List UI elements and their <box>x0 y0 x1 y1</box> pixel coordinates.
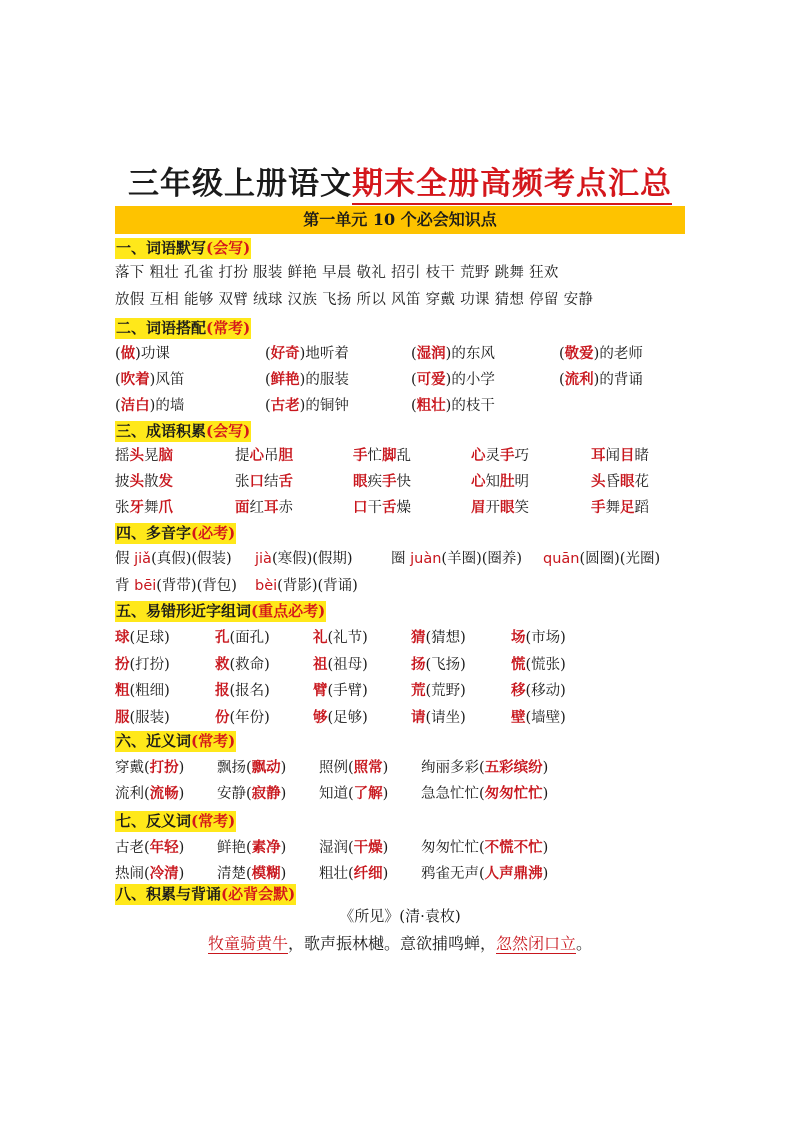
s3-char: 蹈 <box>634 500 649 516</box>
s3-char: 花 <box>634 474 649 490</box>
s5-item <box>511 654 566 676</box>
s2-item-word: 粗壮 <box>416 397 446 414</box>
s7-word: 热闹 <box>115 866 144 882</box>
s3-char: 眉 <box>471 499 486 516</box>
s3-char: 知 <box>485 474 500 490</box>
s6-pair: 急急忙忙(匆匆忙忙) <box>421 785 549 802</box>
s2-item-word: 好奇 <box>270 345 300 362</box>
s5-char: 够 <box>313 708 328 726</box>
s5-word: (慌张) <box>525 656 566 673</box>
poem-line: 牧童骑黄牛，歌声振林樾。意欲捕鸣蝉，忽然闭口立。 <box>207 934 593 953</box>
s2-item: (好奇)地听着 <box>265 345 349 362</box>
s5-char: 扬 <box>411 655 426 673</box>
s5-item <box>215 707 270 729</box>
s7-match: 不慌不忙 <box>484 839 543 856</box>
s6-match: 流畅 <box>149 785 179 802</box>
s6-word: 流利 <box>115 786 144 802</box>
section-1-heading: 一、词语默写(会写) <box>116 239 251 257</box>
s2-item: (粗壮)的枝干 <box>411 397 495 414</box>
s3-char: 眼 <box>500 499 515 516</box>
s5-char: 移 <box>511 682 526 699</box>
s2-item: (湿润)的东风 <box>411 345 495 362</box>
s2-item-rest: 功课 <box>140 346 170 362</box>
s3-idiom <box>235 497 293 519</box>
s3-char: 头 <box>591 473 606 490</box>
s5-item <box>511 627 566 649</box>
s2-item-word: 敬爱 <box>564 345 594 362</box>
s3-idiom <box>471 445 529 467</box>
s3-char: 胆 <box>278 447 293 464</box>
s3-char: 巧 <box>514 448 529 464</box>
s3-char: 闻 <box>605 448 620 464</box>
s2-item-word: 吹着 <box>120 371 150 388</box>
s5-item <box>313 707 368 729</box>
s5-word: (祖母) <box>327 656 368 673</box>
s2-item-word: 古老 <box>270 397 300 414</box>
s3-idiom <box>353 445 411 467</box>
poem-title: 《所见》(清·袁枚) <box>339 907 461 925</box>
s3-char: 明 <box>514 474 529 490</box>
s6-pair: 流利(流畅) <box>115 785 185 802</box>
section-3-heading: 三、成语积累(会写) <box>116 422 251 440</box>
s2-item-word: 鲜艳 <box>270 371 300 388</box>
s3-idiom <box>471 471 529 493</box>
s2-item-rest: 的背诵 <box>599 372 643 388</box>
s6-pair: 安静(寂静) <box>217 785 287 802</box>
s6-match: 打扮 <box>149 759 179 776</box>
s7-pair: 古老(年轻) <box>115 839 185 856</box>
s3-idiom <box>591 445 649 467</box>
s3-char: 耳 <box>264 499 279 516</box>
s2-item-word: 湿润 <box>416 345 446 362</box>
s2-item: (古老)的铜钟 <box>265 397 349 414</box>
s5-word: (救命) <box>229 656 270 673</box>
s2-item-word: 做 <box>120 345 136 362</box>
s7-word: 清楚 <box>217 866 246 882</box>
s5-word: (面孔) <box>229 630 270 646</box>
s2-item: (鲜艳)的服装 <box>265 371 349 388</box>
s3-char: 晃 <box>144 448 159 464</box>
s5-char: 场 <box>511 629 526 646</box>
s5-word: (粗细) <box>129 683 170 699</box>
s3-char: 提 <box>235 448 250 464</box>
s7-word: 粗壮 <box>319 866 348 882</box>
s5-char: 荒 <box>411 682 426 699</box>
s3-char: 疾 <box>367 474 382 490</box>
s3-char: 手 <box>382 473 397 490</box>
s3-char: 眼 <box>620 473 635 490</box>
s4-jia: 假 jiǎ(真假)(假装) <box>115 551 232 567</box>
s5-item <box>313 654 368 676</box>
s3-idiom <box>591 497 649 519</box>
s4-bei: 背 bēi(背带)(背包) <box>115 578 237 594</box>
poem-highlight-2: 忽然闭口立 <box>496 934 577 953</box>
s2-item-rest: 的老师 <box>599 346 643 362</box>
s5-char: 慌 <box>511 655 526 673</box>
s7-word: 湿润 <box>319 840 348 856</box>
s3-char: 乱 <box>396 448 411 464</box>
s6-pair: 飘扬(飘动) <box>217 759 287 776</box>
s5-item <box>215 680 270 702</box>
s4-quan-2: quān(圆圈)(光圈) <box>543 551 661 567</box>
s3-char: 目 <box>620 447 635 464</box>
s3-char: 发 <box>158 473 173 490</box>
s2-item: (流利)的背诵 <box>559 371 643 388</box>
s5-char: 壁 <box>511 708 526 726</box>
s1-line1: 落下 粗壮 孔雀 打扮 服装 鲜艳 早晨 敬礼 招引 枝干 荒野 跳舞 狂欢 <box>115 265 559 281</box>
s5-item <box>215 627 270 649</box>
s5-item <box>115 680 170 702</box>
s5-word: (荒野) <box>425 683 466 699</box>
s6-match: 寂静 <box>251 785 281 802</box>
s5-char: 粗 <box>115 682 130 699</box>
s3-char: 笑 <box>514 500 529 516</box>
s5-item <box>411 680 466 702</box>
s5-char: 猜 <box>411 629 426 646</box>
s5-item <box>411 654 466 676</box>
section-6-heading: 六、近义词(常考) <box>116 732 236 750</box>
s3-char: 牙 <box>129 499 144 516</box>
s7-match: 冷清 <box>149 865 179 882</box>
s4-quan: 圈 juàn(羊圈)(圈养) <box>391 551 523 567</box>
s5-word: (报名) <box>229 683 270 699</box>
s3-char: 吊 <box>264 448 279 464</box>
s5-word: (足够) <box>327 709 368 726</box>
s7-pair: 鲜艳(素净) <box>217 839 287 856</box>
s5-item <box>115 627 170 649</box>
s5-word: (市场) <box>525 630 566 646</box>
s6-match: 照常 <box>353 759 383 776</box>
s3-char: 张 <box>115 500 130 516</box>
s5-word: (年份) <box>229 709 270 726</box>
s6-word: 飘扬 <box>217 760 246 776</box>
s7-match: 年轻 <box>149 839 179 856</box>
s3-char: 散 <box>144 474 159 490</box>
s3-char: 耳 <box>591 447 606 464</box>
s2-item-rest: 地听着 <box>305 346 349 362</box>
s5-char: 服 <box>115 708 130 726</box>
s2-item-rest: 的东风 <box>451 346 495 362</box>
section-5-heading: 五、易错形近字组词(重点必考) <box>116 602 326 620</box>
s3-char: 舌 <box>278 473 293 490</box>
s3-char: 手 <box>591 499 606 516</box>
s2-item: (可爱)的小学 <box>411 371 495 388</box>
s5-char: 报 <box>215 682 230 699</box>
s2-item: (吹着)风笛 <box>115 371 185 388</box>
s3-char: 爪 <box>158 499 173 516</box>
unit-banner: 第一单元 10 个必会知识点 <box>115 206 685 234</box>
s2-item-word: 可爱 <box>416 371 446 388</box>
section-7-heading: 七、反义词(常考) <box>116 812 236 830</box>
s3-char: 摇 <box>115 448 130 464</box>
s2-item: (敬爱)的老师 <box>559 345 643 362</box>
section-8-heading: 八、积累与背诵(必背会默) <box>116 885 296 903</box>
s2-item-rest: 风笛 <box>155 372 185 388</box>
s3-idiom <box>591 471 649 493</box>
s3-char: 肚 <box>500 473 515 490</box>
s5-char: 孔 <box>215 629 230 646</box>
s7-pair: 匆匆忙忙(不慌不忙) <box>421 839 549 856</box>
s3-char: 口 <box>353 499 368 516</box>
s3-char: 忙 <box>367 448 382 464</box>
s5-char: 份 <box>215 708 230 726</box>
s3-char: 开 <box>485 500 500 516</box>
s5-word: (服装) <box>129 709 170 726</box>
s7-pair: 鸦雀无声(人声鼎沸) <box>421 865 549 882</box>
s7-pair: 湿润(干燥) <box>319 839 389 856</box>
s3-char: 足 <box>620 499 635 516</box>
s3-char: 口 <box>249 473 264 490</box>
s7-word: 古老 <box>115 840 144 856</box>
s5-item <box>511 707 566 729</box>
page-title <box>0 158 800 203</box>
s5-item <box>215 654 270 676</box>
s3-char: 面 <box>235 499 250 516</box>
s3-idiom <box>115 471 173 493</box>
poem-highlight-1: 牧童骑黄牛 <box>207 934 288 953</box>
s2-item-word: 流利 <box>564 371 594 388</box>
s3-char: 心 <box>249 447 264 464</box>
s3-char: 快 <box>396 474 411 490</box>
s5-item <box>511 680 566 702</box>
s7-pair: 粗壮(纤细) <box>319 865 389 882</box>
s7-match: 模糊 <box>251 865 281 882</box>
s5-item <box>115 654 170 676</box>
s3-idiom <box>115 445 173 467</box>
s3-char: 舞 <box>605 500 620 516</box>
s6-pair: 穿戴(打扮) <box>115 759 185 776</box>
s7-match: 干燥 <box>353 839 383 856</box>
section-4-heading: 四、多音字(必考) <box>116 524 236 542</box>
s3-char: 脚 <box>382 447 397 464</box>
s3-char: 舌 <box>382 499 397 516</box>
s3-char: 红 <box>249 500 264 516</box>
s5-item <box>115 707 170 729</box>
s3-char: 舞 <box>144 500 159 516</box>
s7-word: 匆匆忙忙 <box>421 840 479 856</box>
s3-char: 眼 <box>353 473 368 490</box>
s3-idiom <box>353 497 411 519</box>
s3-char: 脑 <box>158 447 173 464</box>
s5-word: (打扮) <box>129 656 170 673</box>
s5-char: 球 <box>115 629 130 646</box>
s5-word: (礼节) <box>327 630 368 646</box>
s3-idiom <box>115 497 173 519</box>
s2-item-word: 洁白 <box>120 397 150 414</box>
s5-word: (飞扬) <box>425 656 466 673</box>
s3-char: 心 <box>471 473 486 490</box>
s4-bei-2: bèi(背影)(背诵) <box>255 578 358 594</box>
s7-word: 鸦雀无声 <box>421 866 479 882</box>
s3-char: 手 <box>353 447 368 464</box>
s7-match: 纤细 <box>353 865 383 882</box>
s3-char: 灵 <box>485 448 500 464</box>
s7-match: 素净 <box>251 839 281 856</box>
s7-word: 鲜艳 <box>217 840 246 856</box>
s2-item-rest: 的墙 <box>155 398 185 414</box>
s3-char: 燥 <box>396 500 411 516</box>
s5-item <box>411 707 466 729</box>
s2-item-rest: 的铜钟 <box>305 398 349 414</box>
s3-char: 睹 <box>634 448 649 464</box>
s6-pair: 知道(了解) <box>319 785 389 802</box>
s3-char: 心 <box>471 447 486 464</box>
s3-char: 头 <box>129 447 144 464</box>
s5-word: (请坐) <box>425 709 466 726</box>
s3-char: 干 <box>367 500 382 516</box>
s2-item: (洁白)的墙 <box>115 397 185 414</box>
s5-char: 祖 <box>313 655 328 673</box>
s3-idiom <box>353 471 411 493</box>
s6-match: 飘动 <box>251 759 281 776</box>
s6-match: 五彩缤纷 <box>484 759 543 776</box>
s6-word: 安静 <box>217 786 246 802</box>
s5-item <box>313 627 368 649</box>
s3-char: 结 <box>264 474 279 490</box>
s5-word: (手臂) <box>327 683 368 699</box>
s5-word: (移动) <box>525 683 566 699</box>
s5-item <box>313 680 368 702</box>
s2-item-rest: 的小学 <box>451 372 495 388</box>
s6-word: 绚丽多彩 <box>421 760 479 776</box>
s6-word: 急急忙忙 <box>421 786 479 802</box>
s3-char: 昏 <box>605 474 620 490</box>
section-2-heading: 二、词语搭配(常考) <box>116 319 251 337</box>
s5-item <box>411 627 466 649</box>
s5-char: 扮 <box>115 655 130 673</box>
s6-word: 知道 <box>319 786 348 802</box>
s5-char: 请 <box>411 708 426 726</box>
s3-char: 张 <box>235 474 250 490</box>
s7-pair: 热闹(冷清) <box>115 865 185 882</box>
s6-pair: 绚丽多彩(五彩缤纷) <box>421 759 549 776</box>
s5-word: (足球) <box>129 630 170 646</box>
s6-match: 匆匆忙忙 <box>484 785 543 802</box>
title-part2: 期末全册高频考点汇总 <box>352 166 672 205</box>
s7-match: 人声鼎沸 <box>484 865 543 882</box>
s5-char: 臂 <box>313 682 328 699</box>
s3-char: 手 <box>500 447 515 464</box>
s3-char: 赤 <box>278 500 293 516</box>
s2-item-rest: 的服装 <box>305 372 349 388</box>
s3-char: 头 <box>129 473 144 490</box>
s6-word: 穿戴 <box>115 760 144 776</box>
s5-word: (墙壁) <box>525 709 566 726</box>
s2-item-rest: 的枝干 <box>451 398 495 414</box>
s6-pair: 照例(照常) <box>319 759 389 776</box>
title-part1: 三年级上册语文 <box>128 166 352 202</box>
s6-match: 了解 <box>353 785 383 802</box>
s2-item: (做)功课 <box>115 345 170 362</box>
s3-char: 披 <box>115 474 130 490</box>
s5-char: 救 <box>215 655 230 673</box>
s3-idiom <box>471 497 529 519</box>
s3-idiom <box>235 445 293 467</box>
s3-idiom <box>235 471 293 493</box>
s5-char: 礼 <box>313 629 328 646</box>
s4-jia-2: jià(寒假)(假期) <box>255 551 353 567</box>
s6-word: 照例 <box>319 760 348 776</box>
s7-pair: 清楚(模糊) <box>217 865 287 882</box>
s5-word: (猜想) <box>425 630 466 646</box>
s1-line2: 放假 互相 能够 双臂 绒球 汉族 飞扬 所以 风笛 穿戴 功课 猜想 停留 安静 <box>115 292 594 308</box>
